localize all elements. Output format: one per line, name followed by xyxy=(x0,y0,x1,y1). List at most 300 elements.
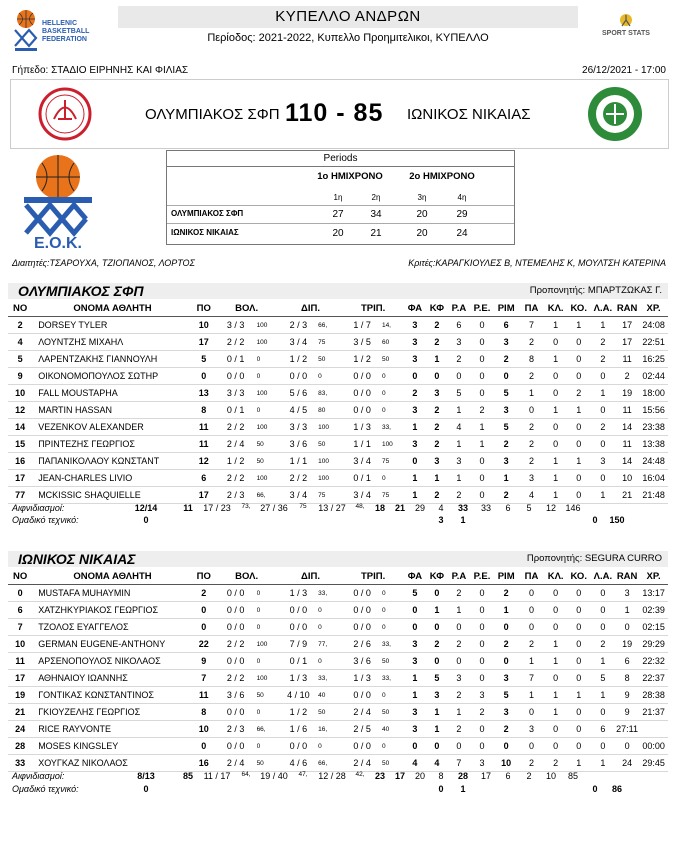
player-name: MOSES KINGSLEY xyxy=(38,741,119,751)
final-score: 110 - 85 xyxy=(285,99,384,127)
player-name: ΧΑΤΖΗΚΥΡΙΑΚΟΣ ΓΕΩΡΓΙΟΣ xyxy=(38,605,159,615)
totals-re: 4 xyxy=(438,503,444,513)
stat-cell: 2 / 6 xyxy=(353,639,371,649)
stat-cell: 1 / 3 xyxy=(289,588,308,598)
stat-cell: 0 / 0 xyxy=(226,605,245,615)
stat-cell: 80 xyxy=(318,406,326,414)
stat-cell: 0 xyxy=(318,657,322,665)
stat-cell: 0 / 0 xyxy=(226,741,245,751)
stat-cell: 0 xyxy=(553,439,559,449)
stat-cell: 1 xyxy=(456,605,462,615)
stat-cell: 15 xyxy=(15,439,26,449)
quarter-score: 21 xyxy=(370,228,382,239)
stat-cell: 9 xyxy=(201,656,207,666)
stat-cell: 19 xyxy=(622,388,633,398)
stat-cell: 0 xyxy=(412,622,418,632)
stat-cell: 4 / 10 xyxy=(287,690,310,700)
stat-cell: 2 / 5 xyxy=(353,724,371,734)
stat-cell: 77, xyxy=(318,640,328,648)
stat-cell: 1 / 7 xyxy=(353,320,371,330)
stat-cell: 3 xyxy=(503,337,509,347)
stat-cell: 0 xyxy=(600,588,606,598)
stat-cell: 11 xyxy=(199,690,209,700)
totals-ran: 146 xyxy=(565,503,581,513)
stat-cell: 17 xyxy=(198,490,209,500)
team-tech-ra: 3 xyxy=(438,515,444,525)
stat-cell: 29:29 xyxy=(642,639,665,649)
stat-cell: 1 xyxy=(553,405,559,415)
stat-cell: 66, xyxy=(256,725,266,733)
stat-cell: 100 xyxy=(381,440,393,448)
col-header: ΚΟ. xyxy=(570,302,587,314)
sponsor-logo xyxy=(582,12,670,42)
stat-cell: 1 xyxy=(434,707,440,717)
col-header: ΧΡ. xyxy=(646,302,661,314)
stat-cell: 02:39 xyxy=(642,605,665,615)
sponsor-logo-text: SPORT STATS xyxy=(602,30,650,37)
stat-cell: 24 xyxy=(622,758,633,768)
match-datetime: 26/12/2021 - 17:00 xyxy=(582,65,666,76)
stat-cell: 1 xyxy=(412,422,418,432)
stat-cell: 22:32 xyxy=(642,656,665,666)
stat-cell: 16 xyxy=(198,758,209,768)
stat-cell: 0 xyxy=(553,622,559,632)
stat-cell: 0 xyxy=(479,490,485,500)
stat-cell: 2 xyxy=(456,354,462,364)
stat-cell: 2 xyxy=(434,490,440,500)
stat-cell: 2 xyxy=(17,320,23,330)
referees: Κριτές:ΚΑΡΑΓΚΙΟΥΛΕΣ Β, ΝΤΕΜΕΛΗΣ Κ, ΜΟΥΛΤΣΗ ΚΑΤΕΡΙΝΑ xyxy=(408,258,666,268)
stat-cell: 1 xyxy=(528,388,534,398)
stat-cell: 22:51 xyxy=(642,337,665,347)
half-label: 1ο ΗΜΙΧΡΟΝΟ xyxy=(317,171,383,182)
stat-cell: 5 xyxy=(503,388,509,398)
table-row xyxy=(8,470,668,487)
player-name: ΤΖΟΛΟΣ ΕΥΑΓΓΕΛΟΣ xyxy=(38,622,129,632)
stat-cell: 4 xyxy=(434,758,440,768)
stat-cell: 1 / 2 xyxy=(289,354,308,364)
quarter-label: 1η xyxy=(333,193,343,202)
stat-cell: 33, xyxy=(381,674,391,682)
periods-table xyxy=(166,150,515,245)
stat-cell: 0 xyxy=(624,741,630,751)
eok-label: Ε.Ο.Κ. xyxy=(33,235,82,252)
totals-ra: 20 xyxy=(414,771,425,781)
stat-cell: 0 xyxy=(479,456,485,466)
stat-cell: 0 xyxy=(381,372,386,380)
venue: Γήπεδο: ΣΤΑΔΙΟ ΕΙΡΗΝΗΣ ΚΑΙ ΦΙΛΙΑΣ xyxy=(12,65,189,76)
stat-cell: 2 xyxy=(528,639,534,649)
stat-cell: 8 xyxy=(624,673,630,683)
stat-cell: 0 xyxy=(381,474,386,482)
stat-cell: 1 xyxy=(576,758,582,768)
stat-cell: 3 xyxy=(412,320,418,330)
table-row xyxy=(8,585,668,602)
stat-cell: 7 xyxy=(17,622,23,632)
quarter-score: 29 xyxy=(456,209,468,220)
stat-cell: 0 xyxy=(381,389,386,397)
stat-cell: 5 xyxy=(456,388,462,398)
stat-cell: 100 xyxy=(318,474,330,482)
player-name: ΠΡΙΝΤΕΖΗΣ ΓΕΩΡΓΙΟΣ xyxy=(38,439,135,449)
half-label: 2ο ΗΜΙΧΡΟΝΟ xyxy=(409,171,475,182)
stat-cell: 6 xyxy=(17,605,23,615)
stat-cell: 1 xyxy=(456,439,462,449)
stat-cell: 0 xyxy=(434,588,440,598)
away-team-title: ΙΩΝΙΚΟΣ ΝΙΚΑΙΑΣ xyxy=(18,551,136,567)
stat-cell: 2 / 4 xyxy=(226,758,245,768)
stat-cell: 3 xyxy=(624,588,630,598)
stat-cell: 1 xyxy=(456,405,462,415)
stat-cell: 3 xyxy=(600,456,606,466)
stat-cell: 5 xyxy=(503,422,509,432)
stat-cell: 3 xyxy=(456,673,462,683)
stat-cell: 0 xyxy=(434,741,440,751)
quarter-label: 3η xyxy=(417,193,427,202)
stat-cell: 2 / 2 xyxy=(289,473,308,483)
stat-cell: 0 xyxy=(256,623,261,631)
stat-cell: 0 xyxy=(553,605,559,615)
stat-cell: 0 xyxy=(553,371,559,381)
stat-cell: 7 xyxy=(201,673,207,683)
stat-cell: 0 xyxy=(553,741,559,751)
stat-cell: 0 / 1 xyxy=(289,656,308,666)
col-header: ΚΛ. xyxy=(547,302,564,314)
stat-cell: 0 xyxy=(576,337,582,347)
stat-cell: 0 xyxy=(434,622,440,632)
team-tech-la: 0 xyxy=(592,784,598,794)
stat-cell: 0 xyxy=(479,337,485,347)
totals-2p: 19 / 40 xyxy=(260,771,288,781)
stat-cell: 40 xyxy=(318,691,326,699)
stat-cell: 100 xyxy=(256,338,268,346)
col-header: ΤΡΙΠ. xyxy=(361,570,386,582)
stat-cell: 0 xyxy=(576,473,582,483)
col-header: ΚΛ. xyxy=(547,570,564,582)
stat-cell: 100 xyxy=(256,423,268,431)
away-team-header xyxy=(8,551,668,567)
totals-3p: 12 / 28 xyxy=(318,771,346,781)
col-header: ΧΡ. xyxy=(646,570,661,582)
stat-cell: 0 xyxy=(576,622,582,632)
stat-cell: 17 xyxy=(622,320,633,330)
stat-cell: 0 / 0 xyxy=(289,371,308,381)
stat-cell: 0 xyxy=(256,355,261,363)
table-row xyxy=(8,653,668,670)
stat-cell: 2 xyxy=(528,456,534,466)
table-row xyxy=(8,704,668,721)
stat-cell: 0 / 0 xyxy=(289,622,308,632)
stat-cell: 0 xyxy=(576,588,582,598)
eok-logo xyxy=(18,153,98,253)
stat-cell: 21 xyxy=(15,707,26,717)
table-row xyxy=(8,755,668,772)
col-header: RAN xyxy=(616,570,638,582)
stat-cell: 1 / 3 xyxy=(353,673,371,683)
stat-cell: 00:00 xyxy=(642,741,665,751)
stat-cell: 3 / 6 xyxy=(289,439,308,449)
stat-cell: 11 xyxy=(199,422,209,432)
page-title: ΚΥΠΕΛΛΟ ΑΝΔΡΩΝ xyxy=(118,6,578,28)
table-row xyxy=(8,351,668,368)
stat-cell: 3 xyxy=(503,456,509,466)
totals-rim: 28 xyxy=(457,771,468,781)
fastbreak-value: 8/13 xyxy=(137,771,155,781)
stat-cell: 17 xyxy=(198,337,209,347)
stat-cell: 12 xyxy=(198,456,209,466)
team-tech-ra: 0 xyxy=(438,784,444,794)
stat-cell: 0 xyxy=(600,622,606,632)
totals-la: 10 xyxy=(545,771,556,781)
stat-cell: 2 xyxy=(600,639,606,649)
stat-cell: 2 xyxy=(434,639,440,649)
stat-cell: 3 xyxy=(479,690,485,700)
stat-cell: 50 xyxy=(381,759,390,767)
stat-cell: 1 xyxy=(434,473,440,483)
stat-cell: 1 xyxy=(434,605,440,615)
totals-rim: 33 xyxy=(457,503,468,513)
player-name: MARTIN HASSAN xyxy=(38,405,113,415)
stat-cell xyxy=(639,721,668,738)
stat-cell: 02:44 xyxy=(642,371,665,381)
stat-cell: 0 xyxy=(600,439,606,449)
stat-cell: 0 xyxy=(576,673,582,683)
col-header: ΚΦ xyxy=(429,570,445,582)
player-name: MCKISSIC SHAQUIELLE xyxy=(38,490,141,500)
totals-pts: 85 xyxy=(182,771,193,781)
totals-2p-pct: 47, xyxy=(298,771,308,778)
stat-cell: 1 xyxy=(553,690,559,700)
away-team-name: ΙΩΝΙΚΟΣ ΝΙΚΑΙΑΣ xyxy=(407,106,531,123)
stat-cell: 100 xyxy=(256,674,268,682)
table-header-row xyxy=(8,300,668,317)
player-name: VEZENKOV ALEXANDER xyxy=(38,422,144,432)
stat-cell: 10 xyxy=(198,724,209,734)
stat-cell: 2 xyxy=(412,388,418,398)
stat-cell: 5 xyxy=(434,673,440,683)
stat-cell: 0 xyxy=(256,657,261,665)
stat-cell: 1 xyxy=(412,473,418,483)
stat-cell: 14 xyxy=(622,422,633,432)
stat-cell: 1 / 6 xyxy=(289,724,308,734)
federation-logo xyxy=(12,6,112,56)
totals-pa: 33 xyxy=(480,503,491,513)
stat-cell: 3 xyxy=(503,707,509,717)
stat-cell: 0 xyxy=(553,588,559,598)
stat-cell: 14 xyxy=(15,422,26,432)
table-row xyxy=(8,487,668,504)
totals-ran: 85 xyxy=(567,771,578,781)
stat-cell: 0 xyxy=(17,588,23,598)
stat-cell: 0 xyxy=(600,605,606,615)
col-header: ΦΑ xyxy=(407,302,423,314)
stat-cell: 24:48 xyxy=(642,456,665,466)
stat-cell: 66, xyxy=(318,759,328,767)
stat-cell: 50 xyxy=(256,440,264,448)
totals-kf: 21 xyxy=(394,503,405,513)
table-header-row xyxy=(8,568,668,585)
stat-cell: 0 xyxy=(576,656,582,666)
stat-cell: 0 / 1 xyxy=(353,473,371,483)
stat-cell: 13 xyxy=(198,388,209,398)
col-header: Ρ.Α xyxy=(451,570,467,582)
stat-cell: 02:15 xyxy=(642,622,665,632)
stat-cell: 29:45 xyxy=(642,758,665,768)
competition-subtitle: Περίοδος: 2021-2022, Κυπελλο Προημιτελικοι, ΚΥΠΕΛΛΟ xyxy=(207,32,489,44)
stat-cell: 0 xyxy=(201,741,207,751)
team-tech-la: 0 xyxy=(592,515,598,525)
col-header: ΡΙΜ xyxy=(497,302,515,314)
totals-2p: 27 / 36 xyxy=(260,503,288,513)
stat-cell: 0 / 0 xyxy=(353,690,371,700)
stat-cell: 3 xyxy=(412,724,418,734)
stat-cell: 0 xyxy=(456,741,462,751)
totals-re: 8 xyxy=(438,771,444,781)
stat-cell: 0 xyxy=(318,372,322,380)
stat-cell: 2 / 2 xyxy=(226,639,245,649)
stat-cell: 1 xyxy=(600,690,606,700)
stat-cell: 16:04 xyxy=(642,473,665,483)
col-header: ΤΡΙΠ. xyxy=(361,302,386,314)
stat-cell: 1 / 1 xyxy=(353,439,371,449)
stat-cell: 1 / 3 xyxy=(289,673,308,683)
stat-cell: 0 xyxy=(479,622,485,632)
quarter-score: 20 xyxy=(416,228,428,239)
stat-cell: 2 xyxy=(600,354,606,364)
stat-cell: 2 / 2 xyxy=(226,473,245,483)
stat-cell: 50 xyxy=(256,457,264,465)
player-name: RICE RAYVONTE xyxy=(38,724,112,734)
stat-cell: 0 xyxy=(412,456,418,466)
stat-cell: 1 xyxy=(553,656,559,666)
stat-cell: 100 xyxy=(256,474,268,482)
totals-3p: 13 / 27 xyxy=(318,503,346,513)
stat-cell: 3 xyxy=(456,456,462,466)
stat-cell: 19 xyxy=(15,690,26,700)
stat-cell: 0 xyxy=(503,622,509,632)
stat-cell: 1 xyxy=(600,758,606,768)
team-tech-re: 1 xyxy=(460,784,466,794)
stat-cell: 0 / 1 xyxy=(226,405,245,415)
stat-cell: 12 xyxy=(15,405,26,415)
player-name: ΑΡΣΕΝΟΠΟΥΛΟΣ ΝΙΚΟΛΑΟΣ xyxy=(38,656,161,666)
stat-cell: 7 xyxy=(456,758,462,768)
stat-cell: 0 xyxy=(553,673,559,683)
player-name: ΓΚΙΟΥΖΕΛΗΣ ΓΕΩΡΓΙΟΣ xyxy=(38,707,141,717)
stat-cell: 0 xyxy=(600,707,606,717)
stat-cell: 33, xyxy=(381,423,391,431)
stat-cell: 1 xyxy=(600,656,606,666)
stat-cell: 2 xyxy=(503,724,509,734)
stat-cell: 3 xyxy=(456,337,462,347)
stat-cell: 9 xyxy=(624,707,630,717)
stat-cell: 2 / 3 xyxy=(226,724,245,734)
player-name: ΧΟΥΓΚΑΖ ΝΙΚΟΛΑΟΣ xyxy=(38,758,128,768)
stat-cell: 10 xyxy=(198,320,209,330)
totals-label: Αιφνιδιασμοί: xyxy=(12,503,65,513)
stat-cell: 50 xyxy=(381,708,390,716)
stat-cell: 8 xyxy=(528,354,534,364)
stat-cell: 0 xyxy=(201,622,207,632)
totals-2p-pct: 75 xyxy=(299,503,307,510)
stat-cell: 2 xyxy=(456,690,462,700)
stat-cell: 0 / 0 xyxy=(353,605,371,615)
stat-cell: 4 xyxy=(17,337,23,347)
player-name: ΟΙΚΟΝΟΜΟΠΟΥΛΟΣ ΣΩΤΗΡ xyxy=(38,371,159,381)
stat-cell: 9 xyxy=(17,371,23,381)
col-header: ΒΟΛ. xyxy=(235,302,259,314)
stat-cell: 0 xyxy=(576,724,582,734)
stat-cell: 0 xyxy=(479,741,485,751)
totals-ko: 2 xyxy=(526,771,532,781)
player-name: MUSTAFA MUHAYMIN xyxy=(38,588,131,598)
stat-cell: 50 xyxy=(256,691,264,699)
col-header: ΔΙΠ. xyxy=(300,302,320,314)
col-header: Ρ.Α xyxy=(451,302,467,314)
col-header: RAN xyxy=(616,302,638,314)
stat-cell: 2 xyxy=(456,490,462,500)
stat-cell: 50 xyxy=(318,708,326,716)
federation-logo-line: BASKETBALL xyxy=(42,28,90,35)
stat-cell: 3 xyxy=(434,388,440,398)
stat-cell: 33, xyxy=(318,589,328,597)
stat-cell: 1 / 1 xyxy=(289,456,308,466)
player-name: ΠΑΠΑΝΙΚΟΛΑΟΥ ΚΩΝΣΤΑΝΤ xyxy=(38,456,160,466)
stat-cell: 0 xyxy=(576,371,582,381)
stat-cell: 0 xyxy=(412,741,418,751)
stat-cell: 0 xyxy=(600,371,606,381)
stat-cell: 10 xyxy=(15,639,26,649)
stat-cell: 3 xyxy=(434,456,440,466)
stat-cell: 2 xyxy=(600,422,606,432)
stat-cell: 9 xyxy=(624,690,630,700)
stat-cell: 0 xyxy=(381,691,386,699)
stat-cell: 0 xyxy=(318,606,322,614)
stat-cell: 14, xyxy=(381,321,391,329)
stat-cell: 11 xyxy=(15,656,25,666)
quarter-score: 27 xyxy=(332,209,344,220)
stat-cell: 0 xyxy=(256,708,261,716)
stat-cell: 0 xyxy=(528,605,534,615)
col-header: ΝΟ xyxy=(12,570,28,582)
stat-cell: 5 / 6 xyxy=(289,388,308,398)
stat-cell: 2 xyxy=(434,422,440,432)
stat-cell: 13:38 xyxy=(642,439,665,449)
team-tech-value: 0 xyxy=(143,515,149,525)
stat-cell: 0 xyxy=(503,371,509,381)
stat-cell: 21:48 xyxy=(642,490,665,500)
stat-cell: 2 xyxy=(201,588,207,598)
stat-cell: 4 xyxy=(528,490,534,500)
stat-cell: 0 xyxy=(600,405,606,415)
table-row xyxy=(8,317,668,334)
table-row xyxy=(8,436,668,453)
stat-cell: 0 xyxy=(256,589,261,597)
stat-cell: 1 xyxy=(412,490,418,500)
stat-cell: 0 xyxy=(600,741,606,751)
stat-cell: 0 xyxy=(528,622,534,632)
col-header: ΒΟΛ. xyxy=(235,570,259,582)
stat-cell: 1 xyxy=(553,490,559,500)
stat-cell: 24:08 xyxy=(642,320,665,330)
stat-cell: 1 xyxy=(456,707,462,717)
stat-cell: 18:00 xyxy=(642,388,665,398)
commissioners: Διαιτητές:ΤΣΑΡΟΥΧΑ, ΤΖΙΟΠΑΝΟΣ, ΛΟΡΤΟΣ xyxy=(12,258,195,268)
stat-cell: 7 xyxy=(528,320,534,330)
stat-cell: 0 xyxy=(576,354,582,364)
stat-cell: 3 / 3 xyxy=(226,320,245,330)
stat-cell: 0 xyxy=(576,490,582,500)
